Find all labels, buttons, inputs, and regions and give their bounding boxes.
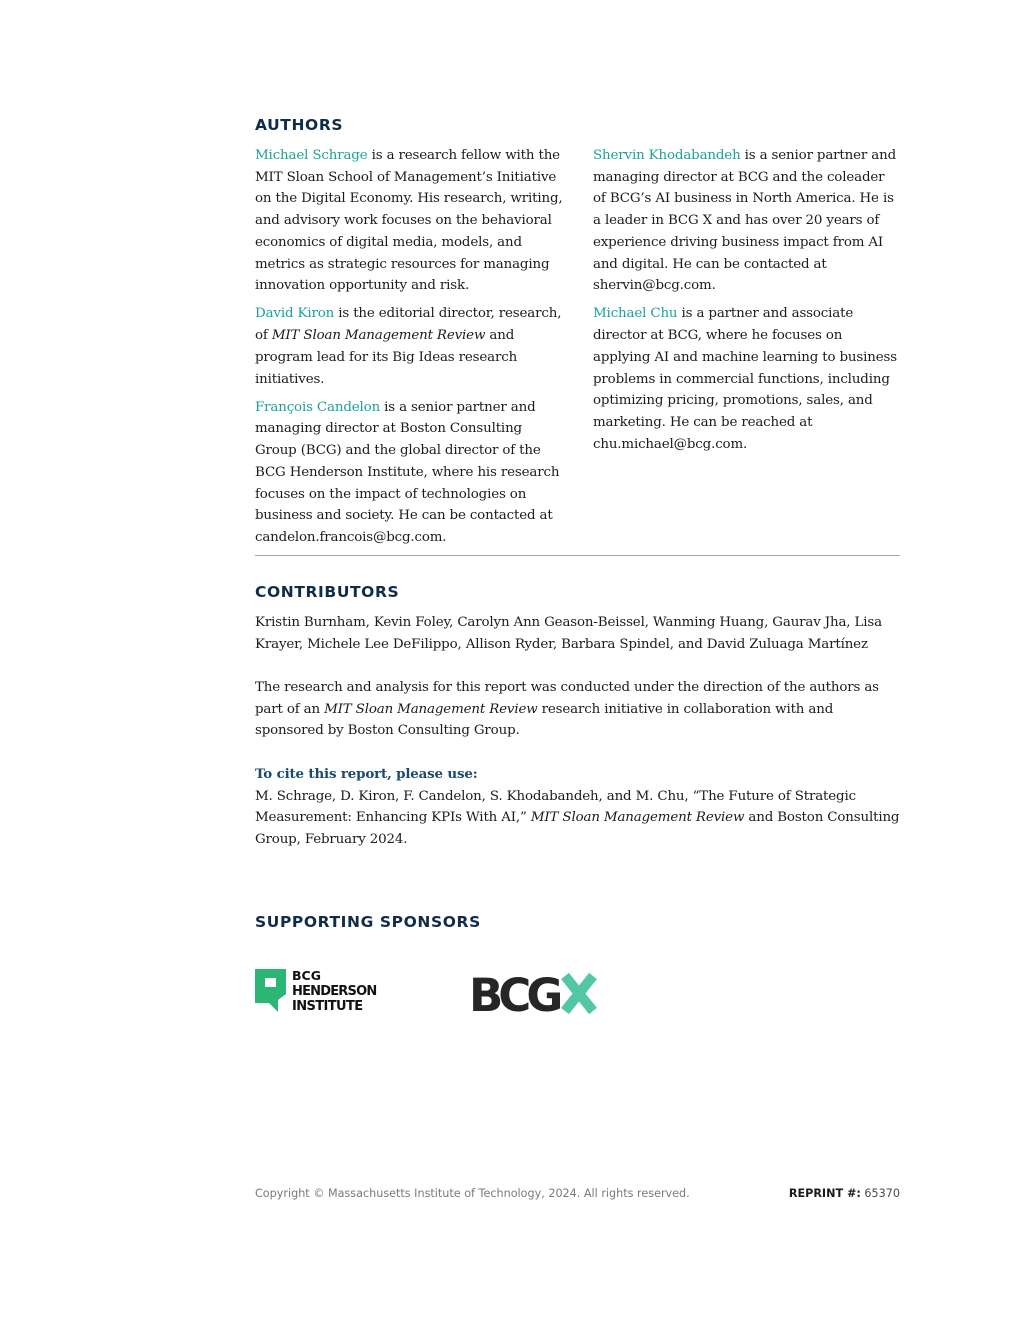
author-name-link[interactable]: David Kiron <box>255 306 335 322</box>
authors-right-column <box>593 145 901 462</box>
sponsors-heading: SUPPORTING SPONSORS <box>255 913 481 931</box>
logo-text-bcg: BCG <box>292 968 321 983</box>
author-name-link[interactable]: Michael Schrage <box>255 148 368 163</box>
henderson-speech-icon <box>255 969 286 1012</box>
footer-copyright: Copyright © Massachusetts Institute of Technology, 2024. All rights reserved. <box>255 1187 690 1200</box>
logo-text-henderson: HENDERSON <box>292 984 377 999</box>
author-bio: Shervin Khodabandeh is a senior partner and managing director at BCG and the coleader of BCG’s AI business in North America. He is a leader in BCG X and has over 20 years of experience driving business impact from AI and digital. He can be contacted at shervin@bcg.com. <box>593 148 897 294</box>
logo-text-institute: INSTITUTE <box>292 999 363 1014</box>
citation-block: To cite this report, please use: M. Schrage, D. Kiron, F. Candelon, S. Khodabandeh, and M. Chu, “The Future of Strategic Measurement: Enhancing KPIs With AI,” MIT Sloan Management Review and Boston Consulting Group, February 2024. <box>255 766 900 848</box>
author-bio: David Kiron is the editorial director, research, of MIT Sloan Management Review and program lead for its Big Ideas research initiatives. <box>255 306 562 387</box>
authors-heading: AUTHORS <box>255 116 344 134</box>
section-divider <box>255 555 900 556</box>
bcg-x-logo <box>469 970 609 1016</box>
author-bio: François Candelon is a senior partner and managing director at Boston Consulting Group (BCG) and the global director of the BCG Henderson Institute, where his research focuses on the impact of technologies on business and society. He can be contacted at candelon.francois@bcg.com. <box>255 399 560 545</box>
footer-reprint: REPRINT #: 65370 <box>788 1187 900 1200</box>
contributors-names: Kristin Burnham, Kevin Foley, Carolyn Ann Geason-Beissel, Wanming Huang, Gaurav Jha, Lisa Krayer, Michele Lee DeFilippo, Allison Ryder, Barbara Spindel, and David Zuluaga Martínez <box>255 615 882 652</box>
author-bio: Michael Schrage is a research fellow with the MIT Sloan School of Management’s Initiative on the Digital Economy. His research, writing, and advisory work focuses on the behavioral economics of digital media, models, and metrics as strategic resources for managing innovation opportunity and risk. <box>255 148 563 294</box>
bcg-henderson-institute-logo <box>255 966 415 1016</box>
author-name-link[interactable]: François Candelon <box>255 399 381 415</box>
author-bio: Michael Chu is a partner and associate director at BCG, where he focuses on applying AI and machine learning to business problems in commercial functions, including optimizing pricing, promotions, sales, and marketing. He can be reached at chu.michael@bcg.com. <box>593 306 897 452</box>
author-name-link[interactable]: Shervin Khodabandeh <box>593 148 741 163</box>
citation-label: To cite this report, please use: <box>255 766 478 782</box>
authors-left-column <box>255 145 563 555</box>
contributors-heading: CONTRIBUTORS <box>255 583 400 601</box>
logo-text-bcg-x: BCG <box>469 970 559 1016</box>
research-statement: The research and analysis for this report was conducted under the direction of the authors as part of an MIT Sloan Management Review research initiative in collaboration with and sponsored by Boston Consulting Group. <box>255 680 879 739</box>
author-name-link[interactable]: Michael Chu <box>593 306 678 322</box>
x-mark-icon <box>565 976 593 1011</box>
page <box>255 0 900 1320</box>
